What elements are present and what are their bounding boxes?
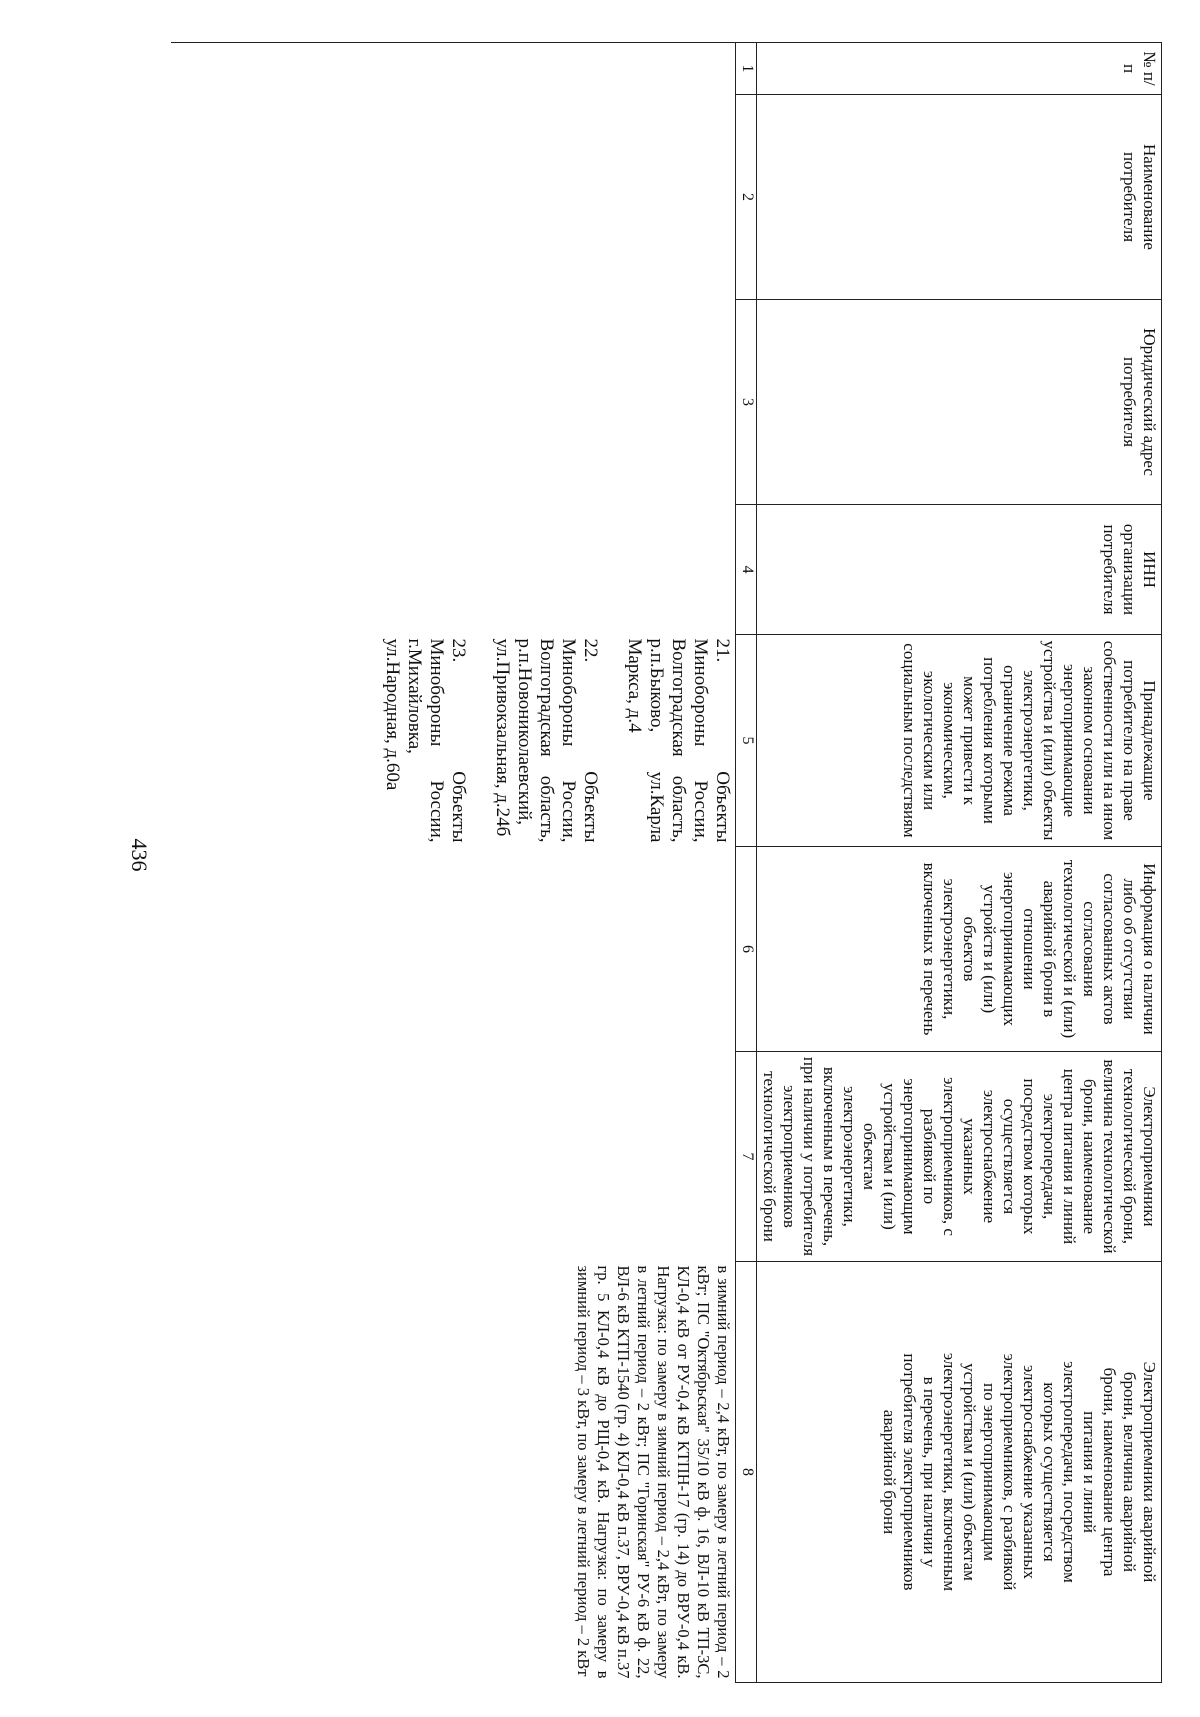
column-number: 6 bbox=[736, 847, 757, 1052]
table-row bbox=[171, 43, 736, 1683]
objects-cell bbox=[171, 635, 736, 847]
column-number: 8 bbox=[736, 1262, 757, 1683]
header-cell: Наименование потребителя bbox=[757, 95, 1162, 300]
header-row bbox=[757, 43, 1162, 1683]
header-cell: Электроприемники аварийной брони, величина аварийной брони, наименование центра питания и линий электропередачи, посредством которых осуществляется электроснабжение указанных электроприемников, с разбивкой по энергопринимающим устройствам и (или) объектам электроэнергетики, включенным в перечень, при наличии у потребителя электроприемников аварийной брони bbox=[757, 1262, 1162, 1683]
column-number: 2 bbox=[736, 95, 757, 300]
column-number-row bbox=[736, 43, 757, 1683]
empty-cell bbox=[171, 43, 736, 635]
emergency-reserve-cell bbox=[171, 1262, 736, 1683]
column-number: 1 bbox=[736, 43, 757, 95]
header-cell: Юридический адрес потребителя bbox=[757, 300, 1162, 505]
reserve-text: в зимний период – 2,4 кВт, по замеру в летний период – 2 кВт; ПС "Октябрьская" 35/10 кВ ф. 16, ВЛ-10 кВ ТП-3С, КЛ-0,4 кВ от РУ-0,4 кВ КТПН-17 (гр. 14) до ВРУ-0,4 кВ. Нагрузка: по замеру в зимний период – 2,4 кВт, по замеру в летний период – 2 кВт; ПС "Горинская" РУ-6 кВ ф. 22, ВЛ-6 кВ КТП-1540 (гр. 4) КЛ-0,4 кВ п.37, ВРУ-0,4 кВ п.37 гр. 5 КЛ-0,4 кВ до РЩ-0,4 кВ. Нагрузка: по замеру в зимний период – 3 кВт, по замеру в летний период – 2 кВт bbox=[574, 1265, 733, 1679]
column-number: 4 bbox=[736, 505, 757, 635]
rotated-table-container bbox=[152, 42, 1162, 1682]
empty-cell bbox=[171, 847, 736, 1262]
consumer-table bbox=[171, 42, 1162, 1683]
column-number: 3 bbox=[736, 300, 757, 505]
list-item: 23. Объекты Минобороны России, г.Михайловка, ул.Народная, д.60а bbox=[382, 638, 469, 843]
page-number: 436 bbox=[127, 838, 152, 872]
column-number: 7 bbox=[736, 1052, 757, 1262]
header-cell: ИНН организации потребителя bbox=[757, 505, 1162, 635]
header-cell: Информация о наличии либо об отсутствии согласованных актов согласования технологической и (или) аварийной брони в отношении энергопринимающих устройств и (или) объектов электроэнергетики, включенных в перечень bbox=[757, 847, 1162, 1052]
column-number: 5 bbox=[736, 635, 757, 847]
header-cell: Принадлежащие потребителю на праве собственности или на ином законном основании энергопринимающие устройства и (или) объекты электроэнергетики, ограничение режима потребления которыми может привести к экономическим, экологическим или социальным последствиям bbox=[757, 635, 1162, 847]
header-cell: Электроприемники технологической брони, величина технологической брони, наименование центра питания и линий электропередачи, посредством которых осуществляется электроснабжение указанных электроприемников, с разбивкой по энергопринимающим устройствам и (или) объектам электроэнергетики, включенным в перечень, при наличии у потребителя электроприемников технологической брони bbox=[757, 1052, 1162, 1262]
header-cell: № п/п bbox=[757, 43, 1162, 95]
list-item: 21. Объекты Минобороны России, Волгоградская область, р.п.Быково, ул.Карла Маркса, д.4 bbox=[624, 638, 733, 843]
list-item: 22. Объекты Минобороны России, Волгоградская область, р.п.Новониколаевский, ул.Привокзальная, д.24б bbox=[492, 638, 601, 843]
